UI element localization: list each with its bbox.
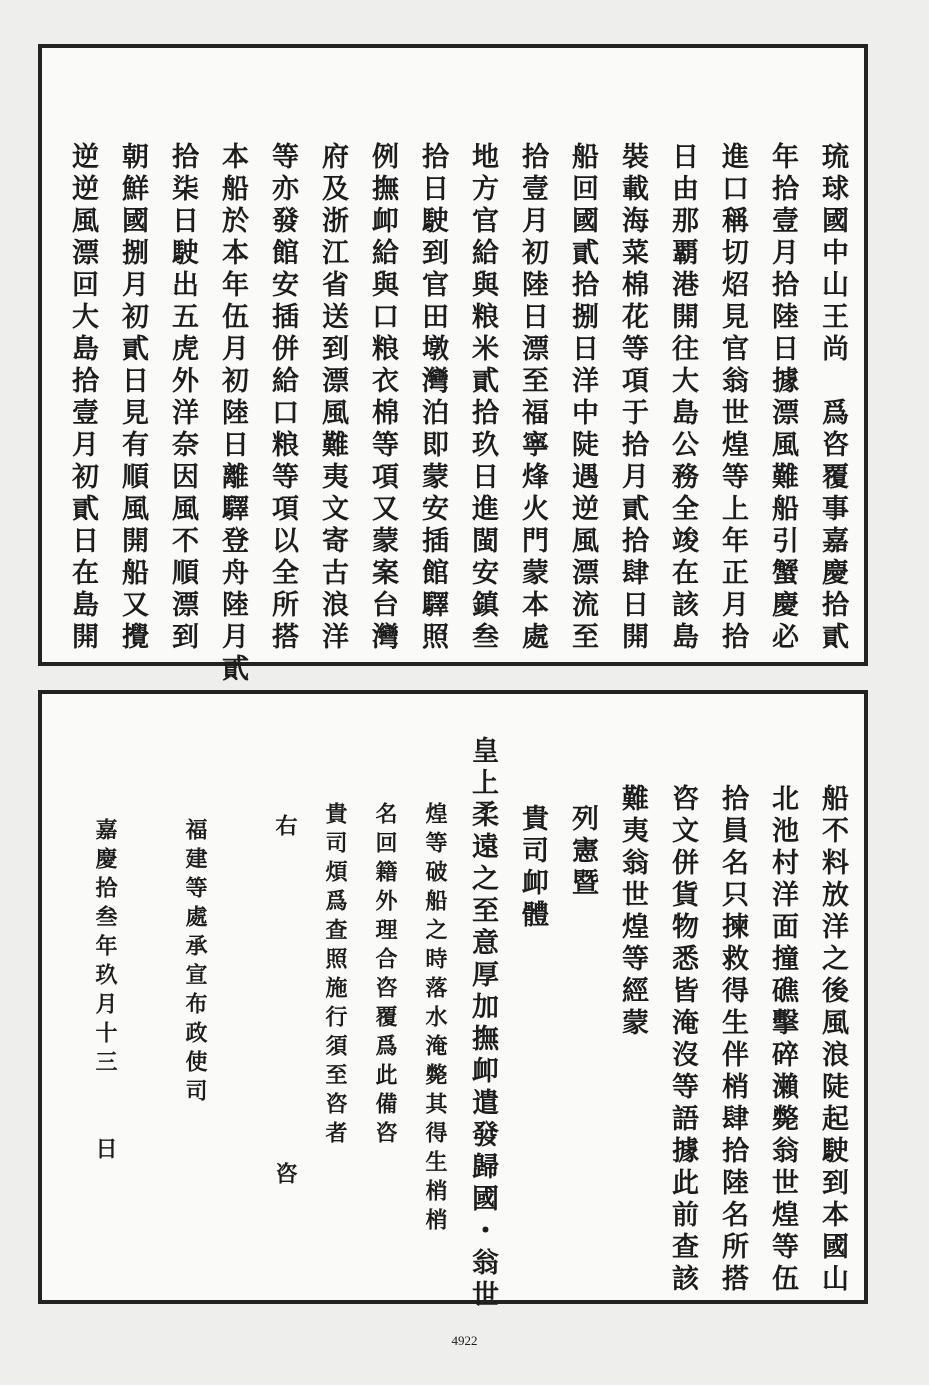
text-column: 日由那覇港開往大島公務全竣在該島 bbox=[667, 142, 698, 654]
text-column: 地方官給與粮米貳拾玖日進閩安鎮叁 bbox=[467, 142, 498, 654]
text-column: 列憲暨 bbox=[567, 804, 598, 900]
text-column: 琉球國中山王尚 爲咨覆事嘉慶拾貳 bbox=[817, 142, 848, 654]
text-column: 名回籍外理合咨覆爲此備咨 bbox=[372, 802, 398, 1150]
text-column: 本船於本年伍月初陸日離驛登舟陸月貳 bbox=[217, 142, 248, 686]
text-column: 船不料放洋之後風浪陡起駛到本國山 bbox=[817, 784, 848, 1296]
lower-document-frame bbox=[38, 690, 868, 1312]
text-column: 嘉慶拾叁年玖月十三 日 bbox=[92, 818, 118, 1166]
text-column: 例撫卹給與口粮衣棉等項又蒙案台灣 bbox=[367, 142, 398, 654]
text-column: 拾壹月初陸日漂至福寧烽火門蒙本處 bbox=[517, 142, 548, 654]
text-column: 咨文併貨物悉皆淹沒等語據此前查該 bbox=[667, 784, 698, 1296]
text-column: 進口稱切炤見官翁世煌等上年正月拾 bbox=[717, 142, 748, 654]
text-column: 船回國貳拾捌日洋中陡遇逆風漂流至 bbox=[567, 142, 598, 654]
text-column: 朝鮮國捌月初貳日見有順風開船又攪 bbox=[117, 142, 148, 654]
text-column: 北池村洋面撞礁擊碎瀨斃翁世煌等伍 bbox=[767, 784, 798, 1296]
text-column: 拾柒日駛出五虎外洋奈因風不順漂到 bbox=[167, 142, 198, 654]
text-column: 逆逆風漂回大島拾壹月初貳日在島開 bbox=[67, 142, 98, 654]
text-column: 難夷翁世煌等經蒙 bbox=[617, 784, 648, 1040]
text-column: 拾日駛到官田墩灣泊即蒙安插館驛照 bbox=[417, 142, 448, 654]
upper-document-frame bbox=[38, 44, 868, 686]
text-column: 福建等處承宣布政使司 bbox=[182, 818, 208, 1108]
text-column: 裝載海菜棉花等項于拾月貳拾肆日開 bbox=[617, 142, 648, 654]
text-column: 府及浙江省送到漂風難夷文寄古浪洋 bbox=[317, 142, 348, 654]
text-column: 皇上柔遠之至意厚加撫卹遣發歸國・翁世 bbox=[467, 736, 498, 1312]
text-column: 等亦發館安插併給口粮等項以全所搭 bbox=[267, 142, 298, 654]
text-column: 拾員名只揀救得生伴梢肆拾陸名所搭 bbox=[717, 784, 748, 1296]
page-number: 4922 bbox=[451, 1333, 478, 1348]
text-column: 右 咨 bbox=[272, 814, 298, 1191]
text-column: 貴司卹體 bbox=[517, 804, 548, 932]
text-column: 貴司煩爲查照施行須至咨者 bbox=[322, 802, 348, 1150]
text-column: 年拾壹月拾陸日據漂風難船引蟹慶必 bbox=[767, 142, 798, 654]
text-column: 煌等破船之時落水淹斃其得生梢梢 bbox=[422, 802, 448, 1237]
